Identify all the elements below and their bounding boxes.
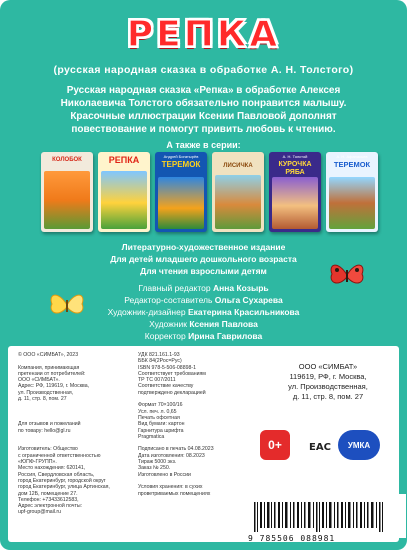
book-cover-title: ТЕРЕМОК [333,160,371,169]
book-cover-author: А. Н. Афанасьев [336,154,368,159]
publisher-address: ООО «СИМБАТ» 119619, РФ, г. Москва, ул. Производственная, д. 11, стр. 8, пом. 27 [288,362,368,401]
book-cover-title: ТЕРЕМОК [161,160,201,169]
svg-text:EAC: EAC [309,442,331,453]
credit-line: Художник Ксения Павлова [149,319,258,329]
red-butterfly-icon [328,258,366,292]
series-book-cover [269,152,321,232]
imprint-middle-column: УДК 821.161.1-93 ББК 84(2Рос=Рус) ISBN 978-5-506-08898-1 Соответствует требованиям ТР ТС 007/2011 Соответствие качеству подтверждено декларацией Формат 70×100/16 Усл. печ. л. 0,65 Печать офсетная Вид бумаги: картон Гарнитура шрифта Pragmatica Подписано в печать 04.08.2023 Дата изготовления: 08.2023 Тираж 5000 экз. Заказ № 250. Изготовлено в России Условия хранения: в сухих проветриваемых помещениях [138,352,214,497]
series-book-cover [326,152,378,232]
book-cover-illustration [158,177,204,229]
book-cover-title: РЕПКА [108,155,140,165]
series-book-cover [41,152,93,232]
eac-mark-icon [308,432,332,458]
credit-line: Корректор Ирина Гаврилова [144,331,263,341]
description-line: повествование и помогут привить любовь к чтению. [71,124,336,135]
book-cover-author: Андрей Богатырёв [163,154,199,159]
series-book-cover [98,152,150,232]
book-cover-author: А. Н. Толстой [282,154,308,159]
reading-note: Для чтения взрослыми детям [140,266,267,276]
age-rating-badge: 0+ [260,430,290,460]
imprint-panel [8,346,399,542]
book-subtitle: (русская народная сказка в обработке А. Н. Толстого) [53,64,354,76]
series-books [41,152,378,232]
description-line: Русская народная сказка «Репка» в обработке Алексея [66,85,341,96]
book-cover-title: ЛИСИЧКА [223,163,253,169]
age-group: Для детей младшего дошкольного возраста [110,254,297,264]
edition-type: Литературно-художественное издание [121,242,286,252]
book-cover-illustration [44,171,90,229]
book-cover-illustration [215,175,261,229]
series-book-cover [155,152,207,232]
description-line: Красочные иллюстрации Ксении Павловой дополнят [70,111,337,122]
book-cover-title: КУРОЧКА РЯБА [278,161,312,176]
description-line: Николаевича Толстого обязательно понравится малышу. [60,98,347,109]
book-description [16,84,391,136]
book-cover-illustration [101,171,147,229]
credit-line: Художник-дизайнер Екатерина Красильникова [107,307,300,317]
umka-logo: УМКА [338,430,380,460]
imprint-left-column: © ООО «СИМБАТ», 2023 Компания, принимающая претензии от потребителей: ООО «СИМБАТ». Адрес: РФ, 119619, г. Москва, ул. Производственная, д. 11, стр. 8, пом. 27 Для отзывов и пожеланий по товару: hello@gl.ru Изготовитель: Общество с ограниченной ответственностью «ЮПФ-ГРУПП». Место нахождения: 620141, Россия, Свердловская область, город Екатеринбург, городской округ город Екатеринбург, улица Артинская, дом 12Б, помещение 27. Телефон: +73433612583, Адрес электронной почты: upf-group@mail.ru [18,352,110,516]
credit-line: Главный редактор Анна Козырь [138,283,269,293]
series-label: А также в серии: [166,140,241,150]
credit-line: Редактор-составитель Ольга Сухарева [124,295,283,305]
book-title: РЕПКА [126,14,281,55]
barcode-icon [248,494,406,538]
yellow-butterfly-icon [48,288,86,322]
isbn-label: ISBN 978-5-506-08898-1 [263,496,330,502]
book-cover-title: КОЛОБОК [52,157,82,163]
book-cover-illustration [272,177,318,229]
book-cover-illustration [329,177,375,229]
series-book-cover [212,152,264,232]
ean-number: 9 785506 088981 [248,534,336,543]
